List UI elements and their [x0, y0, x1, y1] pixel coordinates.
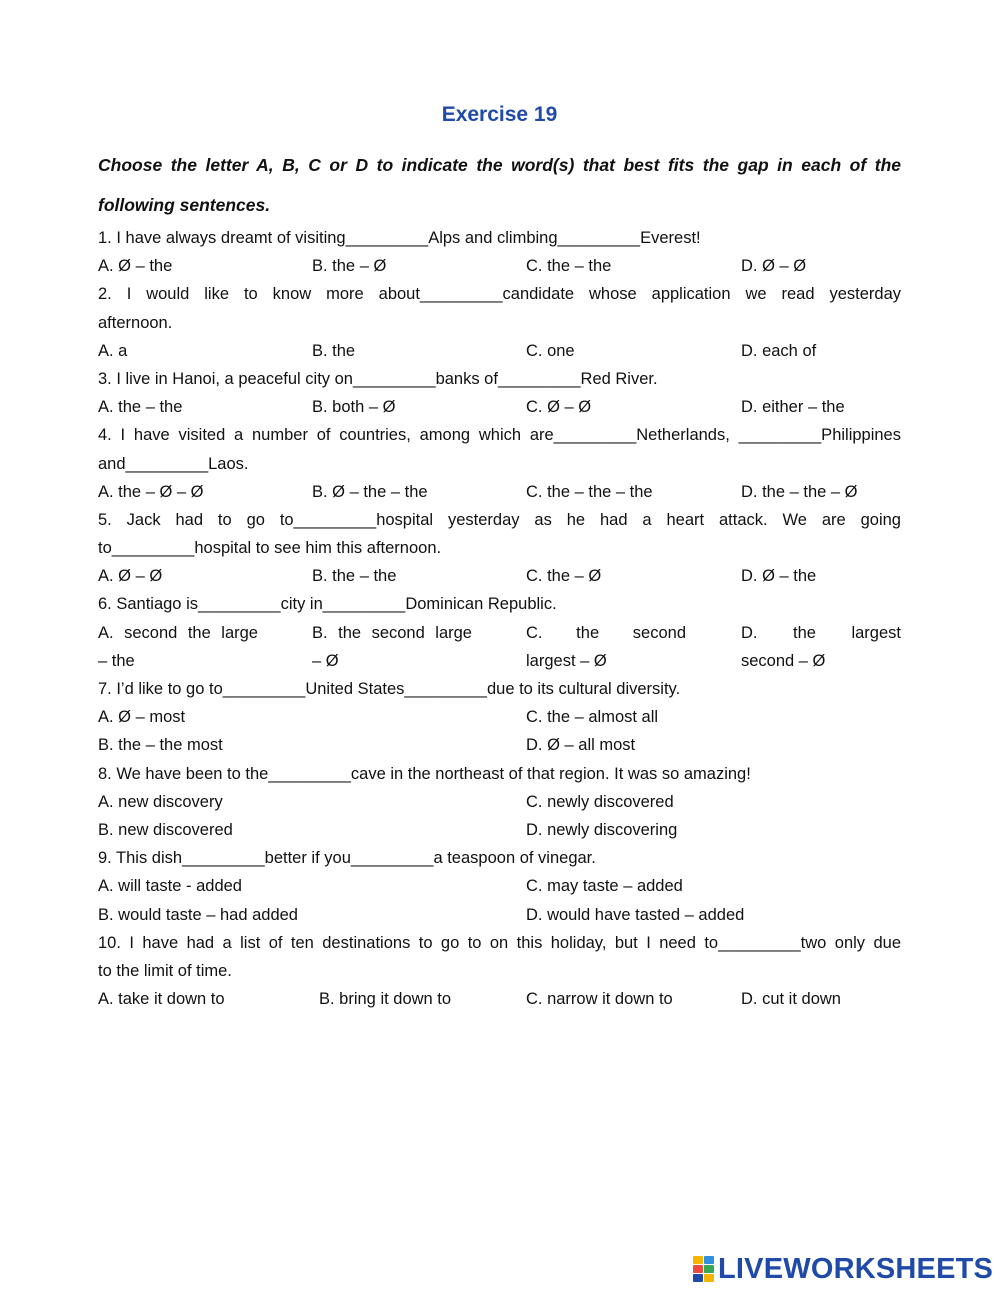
option-d[interactable]: D. cut it down [741, 990, 841, 1009]
option-a[interactable]: A. new discovery [98, 792, 223, 811]
option-c[interactable]: C. one [526, 341, 575, 360]
option-b[interactable]: B. the – the most [98, 736, 223, 755]
question-8: 8. We have been to the_________cave in the northeast of that region. It was so amazing! [98, 764, 751, 783]
option-a[interactable]: A. Ø – the [98, 257, 173, 276]
question-5-line-1: 5. Jack had to go to_________hospital yesterday as he had a heart attack. We are going [98, 510, 901, 529]
question-2-line-1: 2. I would like to know more about_________candidate whose application we read yesterday [98, 285, 901, 304]
question-5-options [98, 562, 901, 590]
instructions: Choose the letter A, B, C or D to indicate the word(s) that best fits the gap in each of the following sentences. [98, 155, 901, 215]
option-c[interactable]: C. the – Ø [526, 567, 602, 586]
option-c[interactable]: C. the – almost all [526, 708, 659, 727]
option-a[interactable]: A. Ø – Ø [98, 567, 163, 586]
option-a-line-2: – the [98, 651, 135, 670]
option-d[interactable]: D. each of [741, 341, 817, 360]
option-a[interactable] [98, 619, 258, 675]
option-d[interactable]: D. either – the [741, 398, 845, 417]
option-c[interactable]: C. newly discovered [526, 792, 674, 811]
option-b[interactable]: B. bring it down to [319, 990, 452, 1009]
option-c[interactable] [526, 619, 686, 675]
option-d[interactable]: D. Ø – all most [526, 736, 636, 755]
option-a[interactable]: A. Ø – most [98, 708, 186, 727]
option-d-line-1: D. the largest [741, 623, 901, 642]
question-1: 1. I have always dreamt of visiting_________Alps and climbing_________Everest! [98, 229, 701, 247]
option-b-line-1: B. the second large [312, 623, 472, 642]
option-a[interactable]: A. a [98, 341, 128, 360]
option-a-line-1: A. second the large [98, 623, 258, 642]
option-a[interactable]: A. the – Ø – Ø [98, 482, 204, 501]
question-3-options [98, 393, 901, 421]
question-4-line-2: and_________Laos. [98, 454, 249, 473]
question-5-line-2: to_________hospital to see him this afternoon. [98, 539, 442, 558]
option-d[interactable] [741, 619, 901, 675]
question-9: 9. This dish_________better if you_________a teaspoon of vinegar. [98, 849, 596, 868]
option-d-line-2: second – Ø [741, 651, 826, 670]
question-10-options [98, 985, 901, 1013]
option-a[interactable]: A. take it down to [98, 990, 225, 1009]
question-7-options-row-1 [98, 703, 901, 731]
option-a[interactable]: A. the – the [98, 398, 183, 417]
option-d[interactable]: D. Ø – the [741, 567, 817, 586]
question-2-line-2: afternoon. [98, 313, 173, 332]
question-9-options-row-1 [98, 872, 901, 900]
question-7-options-row-2 [98, 731, 901, 759]
option-c[interactable]: C. the – the – the [526, 482, 653, 501]
option-b[interactable]: B. new discovered [98, 820, 233, 839]
option-d[interactable]: D. newly discovering [526, 820, 678, 839]
option-c[interactable]: C. the – the [526, 257, 612, 276]
option-b[interactable]: B. both – Ø [312, 398, 396, 417]
option-b[interactable] [312, 619, 472, 675]
option-c-line-2: largest – Ø [526, 651, 607, 670]
option-b[interactable]: B. would taste – had added [98, 905, 298, 924]
question-8-options-row-2 [98, 816, 901, 844]
liveworksheets-logo [693, 1252, 994, 1285]
option-c[interactable]: C. narrow it down to [526, 990, 673, 1009]
option-c-line-1: C. the second [526, 623, 686, 642]
option-b[interactable]: B. Ø – the – the [312, 482, 428, 501]
option-b[interactable]: B. the – the [312, 567, 397, 586]
question-9-options-row-2 [98, 901, 901, 929]
question-1-options [98, 252, 901, 280]
question-8-options-row-1 [98, 788, 901, 816]
option-d[interactable]: D. the – the – Ø [741, 482, 858, 501]
exercise-title: Exercise 19 [441, 103, 558, 126]
option-c[interactable]: C. Ø – Ø [526, 398, 592, 417]
option-b[interactable]: B. the [312, 341, 356, 360]
liveworksheets-logo-icon [693, 1256, 715, 1282]
question-list [98, 224, 901, 1013]
logo-text: LIVEWORKSHEETS [718, 1252, 994, 1285]
option-d[interactable]: D. Ø – Ø [741, 257, 807, 276]
question-4-options [98, 478, 901, 506]
question-6: 6. Santiago is_________city in_________Dominican Republic. [98, 595, 557, 614]
question-6-options [98, 619, 901, 675]
option-a[interactable]: A. will taste - added [98, 877, 242, 896]
option-d[interactable]: D. would have tasted – added [526, 905, 745, 924]
question-3: 3. I live in Hanoi, a peaceful city on_________banks of_________Red River. [98, 369, 658, 388]
question-2-options [98, 337, 901, 365]
option-b[interactable]: B. the – Ø [312, 257, 387, 276]
question-4-line-1: 4. I have visited a number of countries, among which are_________Netherlands, _________Philippines [98, 426, 901, 445]
question-10-line-2: to the limit of time. [98, 961, 232, 980]
option-b-line-2: – Ø [312, 651, 339, 670]
question-10-line-1: 10. I have had a list of ten destinations to go to on this holiday, but I need to_________two only due [98, 933, 901, 952]
option-c[interactable]: C. may taste – added [526, 877, 683, 896]
question-7: 7. I’d like to go to_________United States_________due to its cultural diversity. [98, 680, 681, 699]
